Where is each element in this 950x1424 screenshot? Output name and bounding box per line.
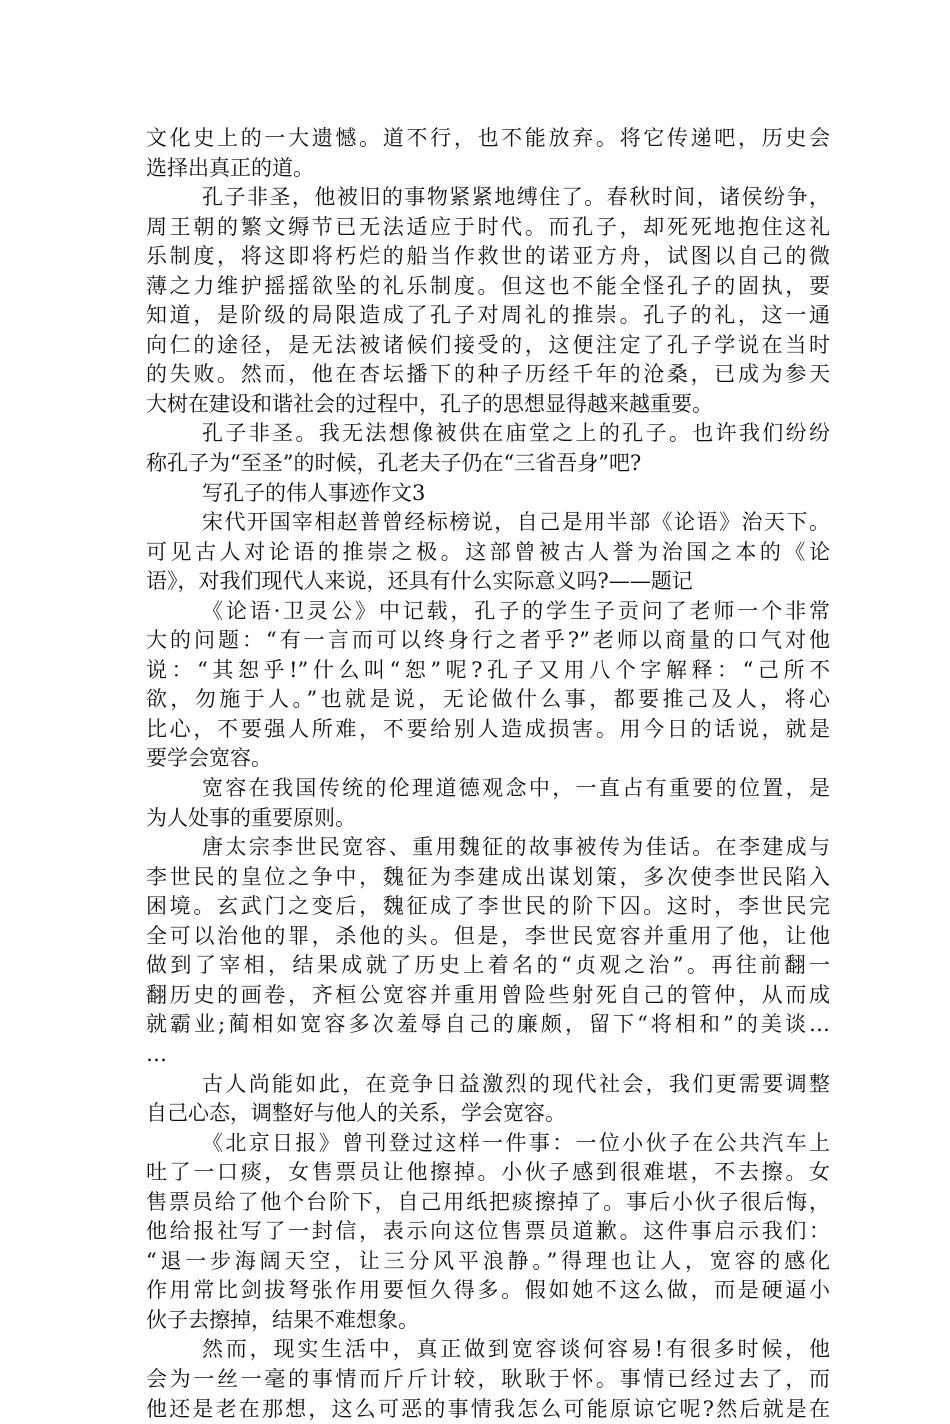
text-line: 古人尚能如此，在竞争日益激烈的现代社会，我们更需要调整 [202,1071,830,1096]
text-line: 要学会宽容。 [146,746,272,771]
text-line: 周王朝的繁文缛节已无法适应于时代。而孔子，却死死地抱住这礼 [146,214,830,239]
document-page [146,124,830,1424]
text-line: 做到了宰相，结果成就了历史上着名的“贞观之治”。再往前翻一 [146,953,830,978]
text-line: 就霸业;蔺相如宽容多次羞辱自己的廉颇，留下“将相和”的美谈… [146,1012,830,1037]
text-line: 自己心态，调整好与他人的关系，学会宽容。 [146,1101,566,1126]
text-line: “退一步海阔天空，让三分风平浪静。”得理也让人，宽容的感化 [146,1248,830,1273]
text-line: 宽容在我国传统的伦理道德观念中，一直占有重要的位置，是 [202,776,830,801]
text-line: 孔子非圣，他被旧的事物紧紧地缚住了。春秋时间，诸侯纷争， [202,185,830,210]
text-line: 语》，对我们现代人来说，还具有什么实际意义吗?——题记 [146,569,693,594]
text-line: 薄之力维护摇摇欲坠的礼乐制度。但这也不能全怪孔子的固执，要 [146,273,830,298]
text-line: 可见古人对论语的推崇之极。这部曾被古人誉为治国之本的《论 [146,539,830,564]
text-line: 向仁的途径，是无法被诸候们接受的，这便注定了孔子学说在当时 [146,332,830,357]
text-line: 唐太宗李世民宽容、重用魏征的故事被传为佳话。在李建成与 [202,835,830,860]
text-line: 选择出真正的道。 [146,155,314,180]
text-line: 《北京日报》曾刊登过这样一件事：一位小伙子在公共汽车上 [202,1130,830,1155]
text-line: 比心，不要强人所难，不要给别人造成损害。用今日的话说，就是 [146,716,830,741]
text-line: 乐制度，将这即将朽烂的船当作救世的诺亚方舟，试图以自己的微 [146,244,830,269]
text-line: 困境。玄武门之变后，魏征成了李世民的阶下囚。这时，李世民完 [146,894,830,919]
text-line: 大的问题：“有一言而可以终身行之者乎?”老师以商量的口气对他 [146,628,830,653]
text-line: 大树在建设和谐社会的过程中，孔子的思想显得越来越重要。 [146,391,713,416]
text-line: 称孔子为“至圣”的时候，孔老夫子仍在“三省吾身”吧? [146,451,642,476]
text-line: 李世民的皇位之争中，魏征为李建成出谋划策，多次使李世民陷入 [146,864,830,889]
text-line: … [146,1041,167,1066]
text-line: 写孔子的伟人事迹作文3 [202,480,426,505]
text-line: 他还是老在那想，这么可恶的事情我怎么可能原谅它呢?然后就是在 [146,1396,830,1421]
text-line: 他给报社写了一封信，表示向这位售票员道歉。这件事启示我们： [146,1219,830,1244]
text-line: 会为一丝一毫的事情而斤斤计较，耿耿于怀。事情已经过去了，而 [146,1366,830,1391]
text-line: 《论语·卫灵公》中记载，孔子的学生子贡问了老师一个非常 [202,598,830,623]
text-line: 知道，是阶级的局限造成了孔子对周礼的推崇。孔子的礼，这一通 [146,303,830,328]
text-line: 伙子去擦掉，结果不难想象。 [146,1307,419,1332]
text-line: 为人处事的重要原则。 [146,805,356,830]
text-line: 的失败。然而，他在杏坛播下的种子历经千年的沧桑，已成为参天 [146,362,830,387]
text-line: 宋代开国宰相赵普曾经标榜说，自己是用半部《论语》治天下。 [202,510,830,535]
text-line: 吐了一口痰，女售票员让他擦掉。小伙子感到很难堪，不去擦。女 [146,1160,830,1185]
text-line: 翻历史的画卷，齐桓公宽容并重用曾险些射死自己的管仲，从而成 [146,982,830,1007]
text-line: 文化史上的一大遗憾。道不行，也不能放弃。将它传递吧，历史会 [146,126,830,150]
text-line: 然而，现实生活中，真正做到宽容谈何容易!有很多时候，他 [202,1337,830,1362]
text-line: 说：“其恕乎!”什么叫“恕”呢?孔子又用八个字解释：“己所不 [146,657,830,682]
text-line: 售票员给了他个台阶下，自己用纸把痰擦掉了。事后小伙子很后悔， [146,1189,830,1214]
text-line: 欲，勿施于人。”也就是说，无论做什么事，都要推己及人，将心 [146,687,830,712]
text-line: 孔子非圣。我无法想像被供在庙堂之上的孔子。也许我们纷纷 [202,421,830,446]
text-line: 全可以治他的罪，杀他的头。但是，李世民宽容并重用了他，让他 [146,923,830,948]
text-line: 作用常比剑拔弩张作用要恒久得多。假如她不这么做，而是硬逼小 [146,1278,830,1303]
